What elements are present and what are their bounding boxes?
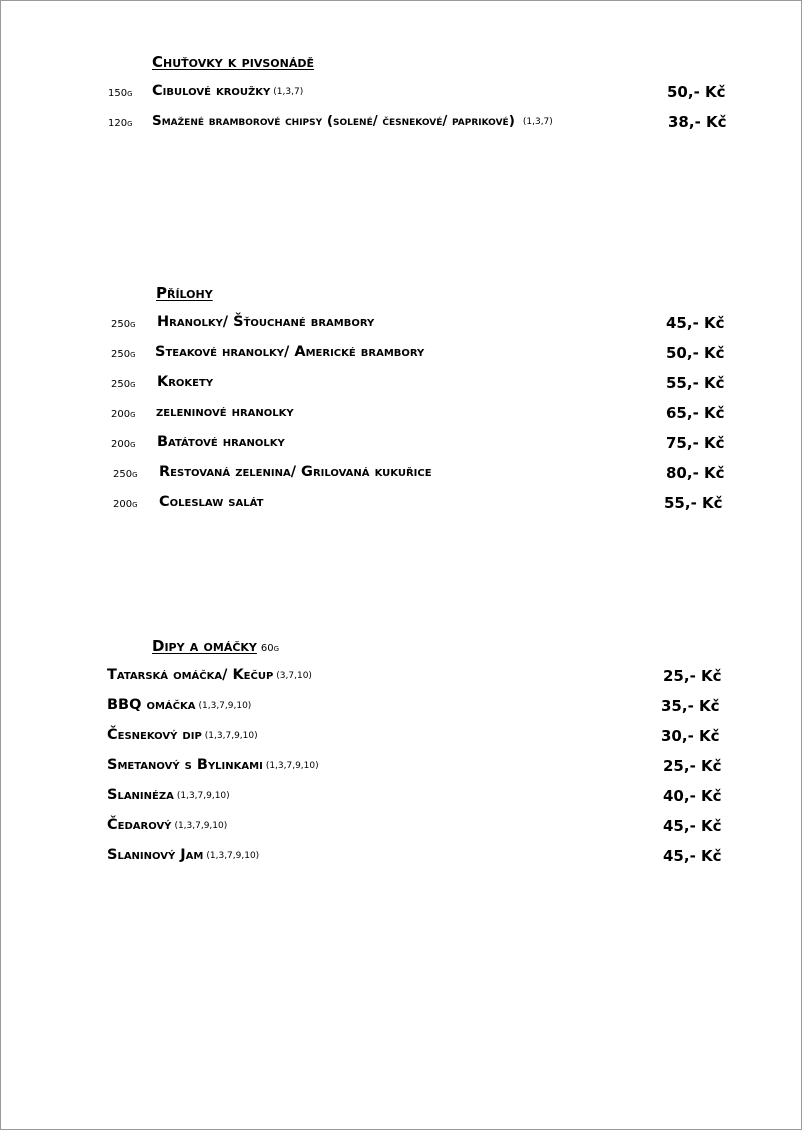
item-allergens: (1,3,7,9,10) bbox=[206, 851, 260, 861]
item-price: 50,- Kč bbox=[666, 344, 725, 362]
item-price: 45,- Kč bbox=[663, 847, 722, 865]
menu-item-row bbox=[1, 83, 801, 103]
item-name: Steakové hranolky/ Americké brambory bbox=[155, 344, 425, 360]
item-name: Restovaná zelenina/ Grilovaná kukuřice bbox=[159, 464, 432, 480]
menu-item-row bbox=[1, 113, 801, 133]
item-price: 80,- Kč bbox=[666, 464, 725, 482]
item-name bbox=[107, 727, 258, 743]
item-price: 50,- Kč bbox=[667, 83, 726, 101]
item-price: 35,- Kč bbox=[661, 697, 720, 715]
item-name-text: Cibulové kroužky bbox=[152, 83, 271, 99]
menu-item-row bbox=[1, 404, 801, 424]
item-allergens: (1,3,7,9,10) bbox=[174, 821, 228, 831]
menu-item-row bbox=[1, 787, 801, 807]
item-weight: 250g bbox=[111, 349, 136, 360]
item-name bbox=[107, 817, 227, 833]
item-name-text: Smažené bramborové chipsy (solené/ česnekové/ paprikové) bbox=[152, 113, 515, 129]
menu-item-row bbox=[1, 344, 801, 364]
menu-item-row bbox=[1, 434, 801, 454]
item-name-text: Slaninéza bbox=[107, 787, 174, 803]
item-allergens: (1,3,7) bbox=[273, 87, 304, 97]
item-allergens: (1,3,7,9,10) bbox=[204, 731, 258, 741]
item-name: Coleslaw salát bbox=[159, 494, 264, 510]
item-allergens: (1,3,7) bbox=[522, 117, 553, 127]
section-title-weight: 60g bbox=[260, 643, 280, 654]
menu-item-row bbox=[1, 697, 801, 717]
item-name-text: Česnekový dip bbox=[107, 727, 202, 743]
menu-item-row bbox=[1, 727, 801, 747]
item-name: Krokety bbox=[157, 374, 214, 390]
item-allergens: (3,7,10) bbox=[276, 671, 312, 681]
item-price: 65,- Kč bbox=[666, 404, 725, 422]
menu-item-row bbox=[1, 757, 801, 777]
section-title-snacks: Chuťovky k pivsonádě bbox=[152, 53, 314, 71]
item-name: zeleninové hranolky bbox=[156, 404, 294, 420]
item-price: 25,- Kč bbox=[663, 757, 722, 775]
item-allergens: (1,3,7,9,10) bbox=[176, 791, 230, 801]
item-name bbox=[107, 787, 230, 803]
item-weight: 250g bbox=[111, 379, 136, 390]
item-name-text: Čedarový bbox=[107, 817, 172, 833]
menu-item-row bbox=[1, 817, 801, 837]
item-weight: 150g bbox=[108, 88, 133, 99]
item-name-text: BBQ omáčka bbox=[107, 697, 196, 713]
item-name: Hranolky/ Šťouchané brambory bbox=[157, 314, 375, 330]
item-name bbox=[107, 667, 312, 683]
section-title-sides: Přílohy bbox=[156, 284, 213, 302]
item-price: 40,- Kč bbox=[663, 787, 722, 805]
item-price: 55,- Kč bbox=[664, 494, 723, 512]
item-price: 38,- Kč bbox=[668, 113, 727, 131]
menu-item-row bbox=[1, 314, 801, 334]
item-allergens: (1,3,7,9,10) bbox=[265, 761, 319, 771]
item-weight: 200g bbox=[113, 499, 138, 510]
menu-item-row bbox=[1, 494, 801, 514]
item-price: 45,- Kč bbox=[666, 314, 725, 332]
menu-item-row bbox=[1, 374, 801, 394]
item-price: 30,- Kč bbox=[661, 727, 720, 745]
item-price: 25,- Kč bbox=[663, 667, 722, 685]
item-name: Batátové hranolky bbox=[157, 434, 285, 450]
item-name bbox=[152, 113, 553, 129]
menu-item-row bbox=[1, 847, 801, 867]
section-title-dips bbox=[152, 637, 279, 655]
item-weight: 200g bbox=[111, 439, 136, 450]
menu-item-row bbox=[1, 667, 801, 687]
item-price: 75,- Kč bbox=[666, 434, 725, 452]
item-weight: 250g bbox=[111, 319, 136, 330]
item-weight: 250g bbox=[113, 469, 138, 480]
item-price: 45,- Kč bbox=[663, 817, 722, 835]
item-allergens: (1,3,7,9,10) bbox=[198, 701, 252, 711]
item-name bbox=[107, 757, 319, 773]
item-name bbox=[152, 83, 303, 99]
item-weight: 120g bbox=[108, 118, 133, 129]
item-name-text: Tatarská omáčka/ Kečup bbox=[107, 667, 274, 683]
item-name bbox=[107, 697, 251, 713]
section-title-text: Dipy a omáčky bbox=[152, 637, 257, 655]
item-price: 55,- Kč bbox=[666, 374, 725, 392]
item-weight: 200g bbox=[111, 409, 136, 420]
item-name bbox=[107, 847, 259, 863]
item-name-text: Slaninový Jam bbox=[107, 847, 204, 863]
item-name-text: Smetanový s Bylinkami bbox=[107, 757, 263, 773]
menu-item-row bbox=[1, 464, 801, 484]
